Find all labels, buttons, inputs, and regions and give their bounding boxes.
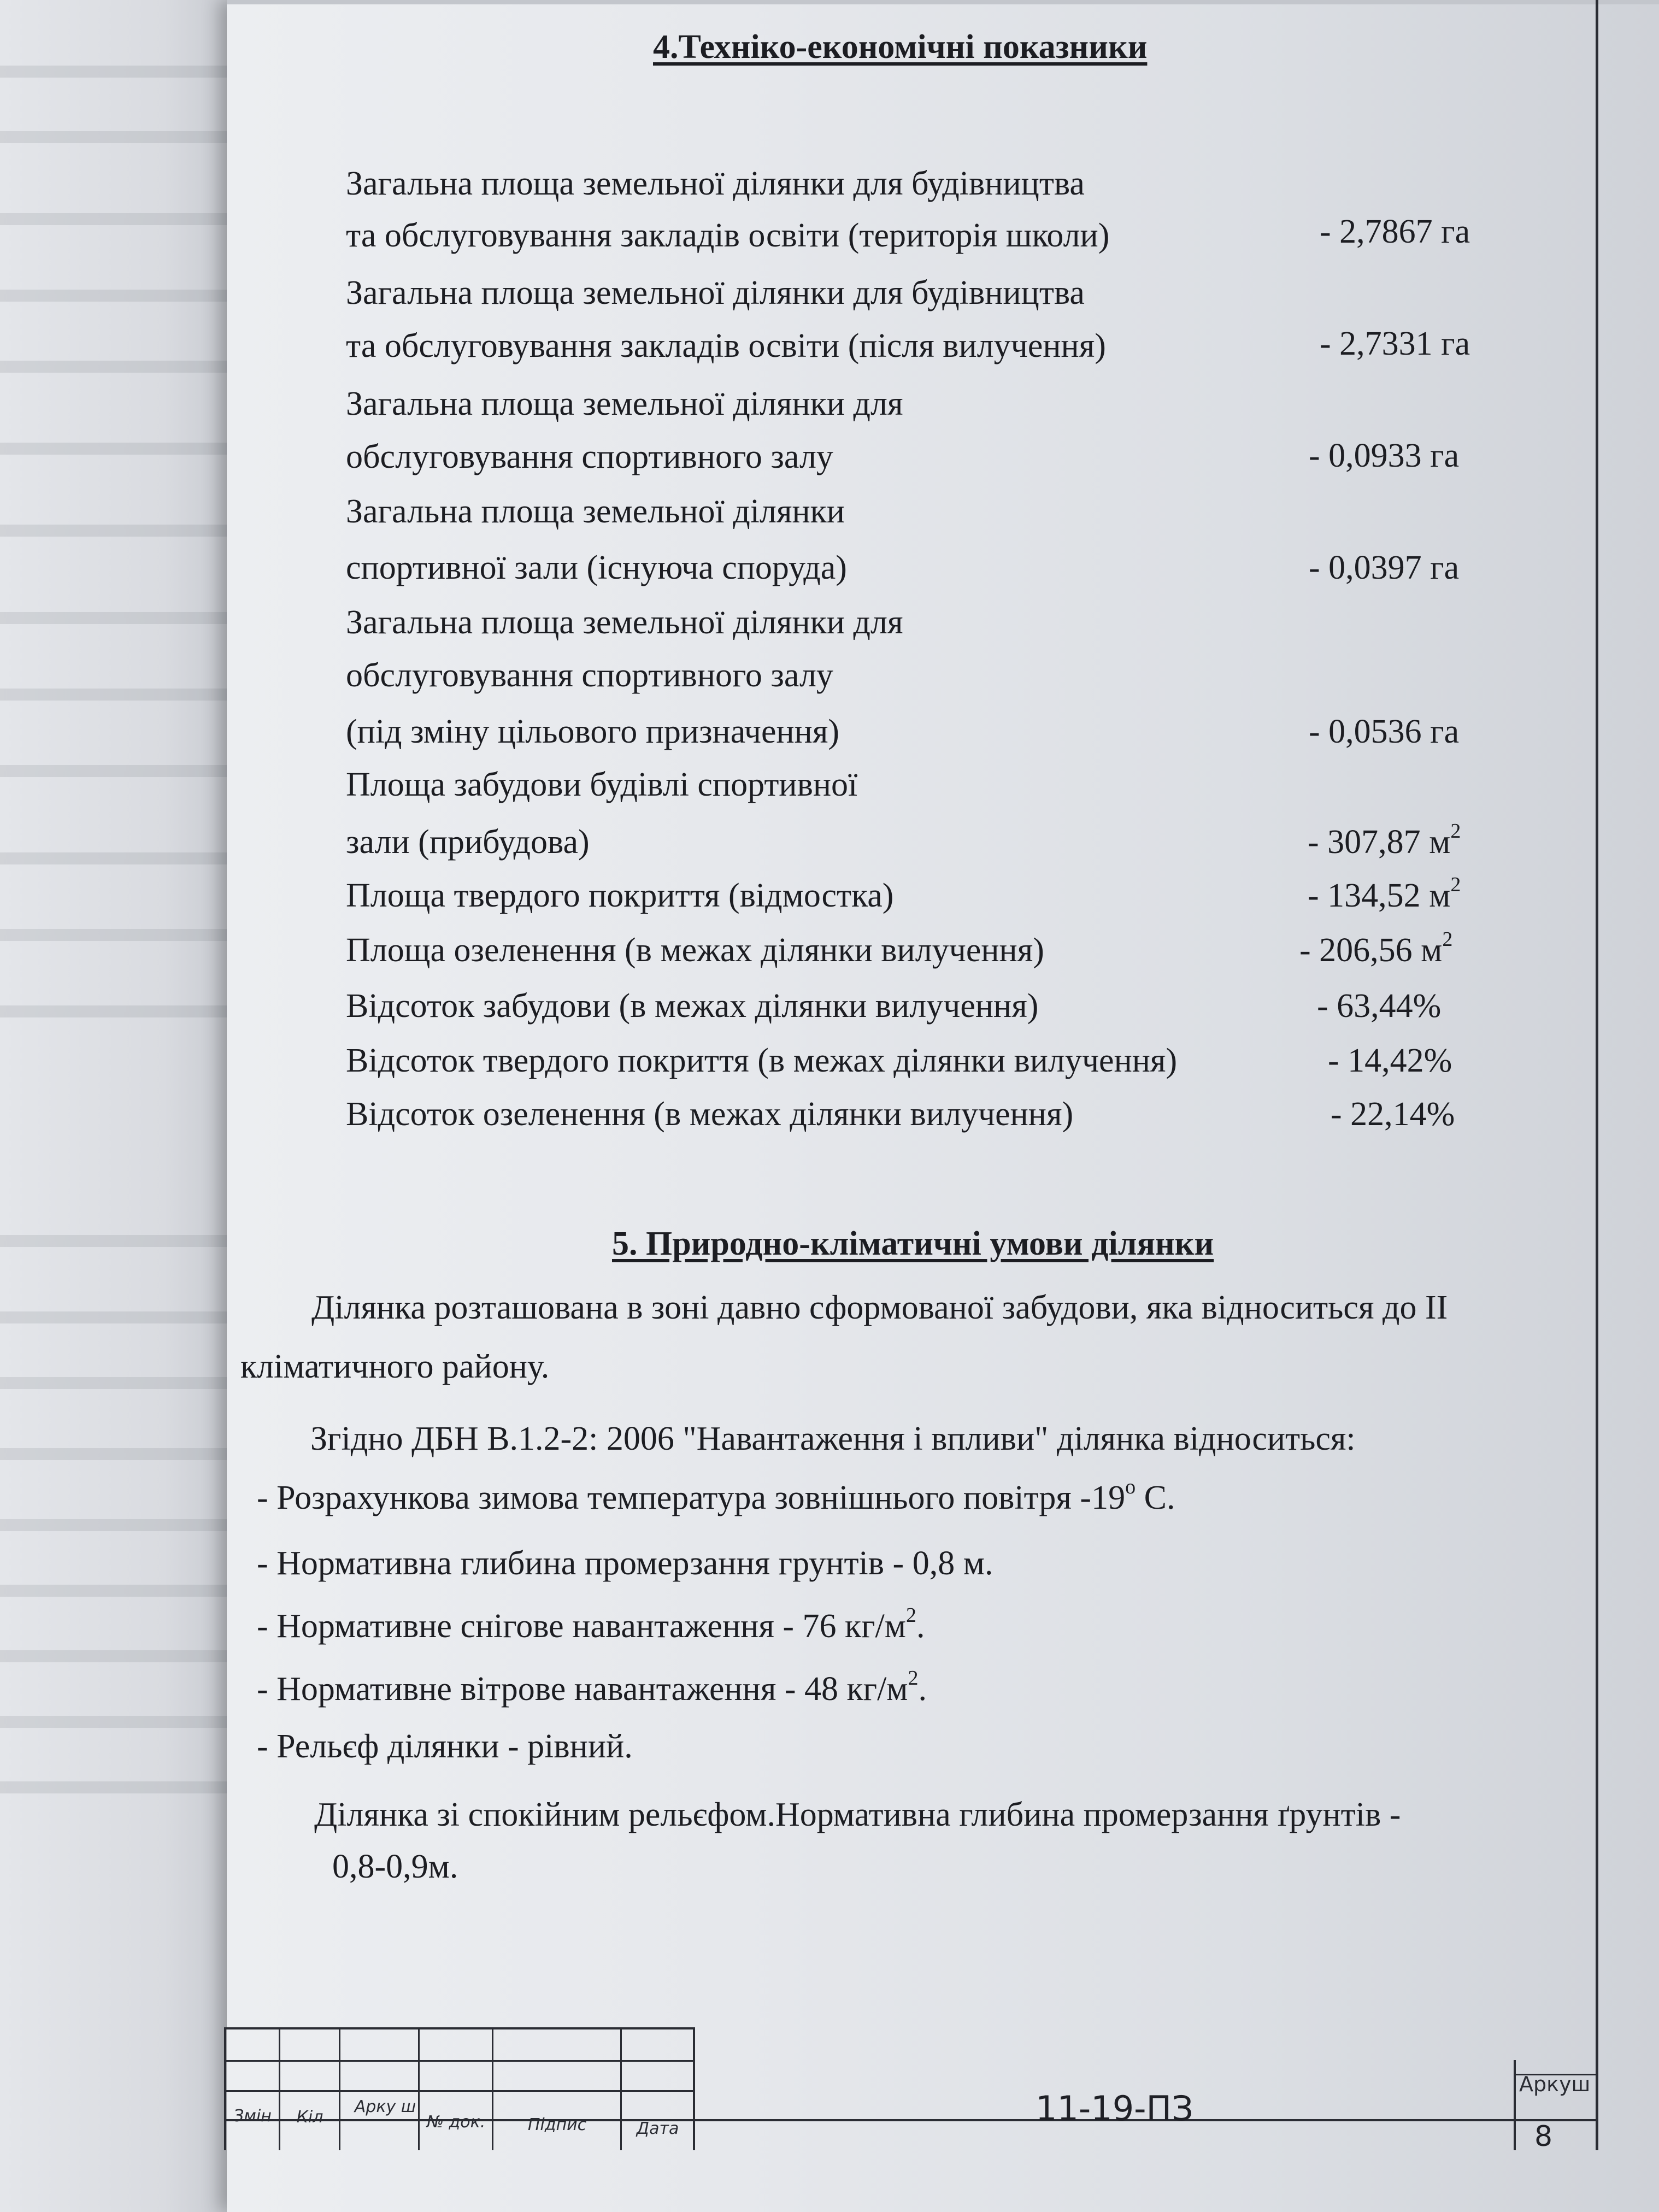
item5-line1: Загальна площа земельної ділянки для	[346, 604, 903, 641]
bullet-frost-depth: - Нормативна глибина промерзання грунтів - 0,8 м.	[257, 1545, 993, 1582]
item2-line2: та обслуговування закладів освіти (після вилучення)	[346, 327, 1106, 364]
item10-value: - 14,42%	[1328, 1042, 1452, 1079]
section5-para2: Згідно ДБН В.1.2-2: 2006 "Навантаження і впливи" ділянка відноситься:	[310, 1420, 1356, 1457]
item9-value: - 63,44%	[1317, 987, 1442, 1025]
item7-line1: Площа твердого покриття (відмостка)	[346, 877, 894, 914]
item1-line1: Загальна площа земельної ділянки для будівництва	[346, 165, 1085, 202]
bullet-winter-temperature: - Розрахункова зимова температура зовнішнього повітря $-19^о$ С.	[257, 1475, 1175, 1516]
item6-line1: Площа забудови будівлі спортивної	[346, 766, 858, 803]
back-page	[0, 0, 235, 2212]
stamp-col-pidpys: Підпис	[527, 2115, 587, 2134]
item3-line1: Загальна площа земельної ділянки для	[346, 385, 903, 422]
item6-line2: зали (прибудова)	[346, 823, 590, 861]
page-top-edge	[227, 0, 1659, 4]
stamp-col-arkush: Арку ш	[354, 2097, 416, 2116]
item3-line2: обслуговування спортивного залу	[346, 438, 833, 475]
bullet-wind-load: - Нормативне вітрове навантаження - 48 $кг/м^2$.	[257, 1667, 927, 1708]
page-frame-right	[1596, 0, 1598, 2150]
item1-line2: та обслуговування закладів освіти (територія школи)	[346, 217, 1110, 254]
item8-value: - 206,56 $м^2$	[1299, 928, 1453, 969]
stamp-col-kil: Кіл	[296, 2108, 323, 2127]
stamp-col-data: Дата	[636, 2119, 679, 2138]
stamp-col-zmin: Змін	[233, 2107, 272, 2126]
item11-value: - 22,14%	[1331, 1096, 1455, 1133]
item9-line1: Відсоток забудови (в межах ділянки вилучення)	[346, 987, 1039, 1025]
item2-line1: Загальна площа земельної ділянки для будівництва	[346, 274, 1085, 311]
item4-value: - 0,0397 га	[1309, 549, 1460, 586]
item1-value: - 2,7867 га	[1320, 213, 1470, 250]
section5-title: 5. Природно-кліматичні умови ділянки	[612, 1225, 1214, 1262]
item8-line1: Площа озеленення (в межах ділянки вилучення)	[346, 932, 1044, 969]
item2-value: - 2,7331 га	[1320, 325, 1470, 362]
item6-value: - 307,87 $м^2$	[1308, 820, 1461, 861]
item5-value: - 0,0536 га	[1309, 713, 1460, 750]
section5-para3-line1: Ділянка зі спокійним рельєфом.Нормативна глибина промерзання ґрунтів -	[314, 1796, 1401, 1833]
bullet-relief: - Рельєф ділянки - рівний.	[257, 1728, 633, 1765]
item4-line2: спортивної зали (існуюча споруда)	[346, 549, 847, 586]
item4-line1: Загальна площа земельної ділянки	[346, 493, 845, 530]
item11-line1: Відсоток озеленення (в межах ділянки вилучення)	[346, 1096, 1074, 1133]
sheet-label: Аркуш	[1519, 2072, 1591, 2096]
item5-line2: обслуговування спортивного залу	[346, 657, 833, 694]
document-code: 11-19-ПЗ	[1036, 2089, 1193, 2128]
section5-para1-line2: кліматичного району.	[240, 1348, 550, 1385]
item5-line3: (під зміну цільового призначення)	[346, 713, 839, 750]
stamp-col-ndok: № док.	[426, 2113, 486, 2132]
section5-para1-line1: Ділянка розташована в зоні давно сформованої забудови, яка відноситься до ІІ	[311, 1289, 1448, 1326]
section5-para3-line2: 0,8-0,9м.	[332, 1848, 458, 1885]
item10-line1: Відсоток твердого покриття (в межах ділянки вилучення)	[346, 1042, 1178, 1079]
item7-value: - 134,52 $м^2$	[1308, 873, 1461, 914]
item3-value: - 0,0933 га	[1309, 437, 1460, 474]
section4-title: 4.Техніко-економічні показники	[653, 28, 1148, 66]
sheet-number: 8	[1534, 2120, 1553, 2153]
title-block	[224, 2027, 1598, 2150]
bullet-snow-load: - Нормативне снігове навантаження - 76 $кг/м^2$.	[257, 1604, 925, 1645]
